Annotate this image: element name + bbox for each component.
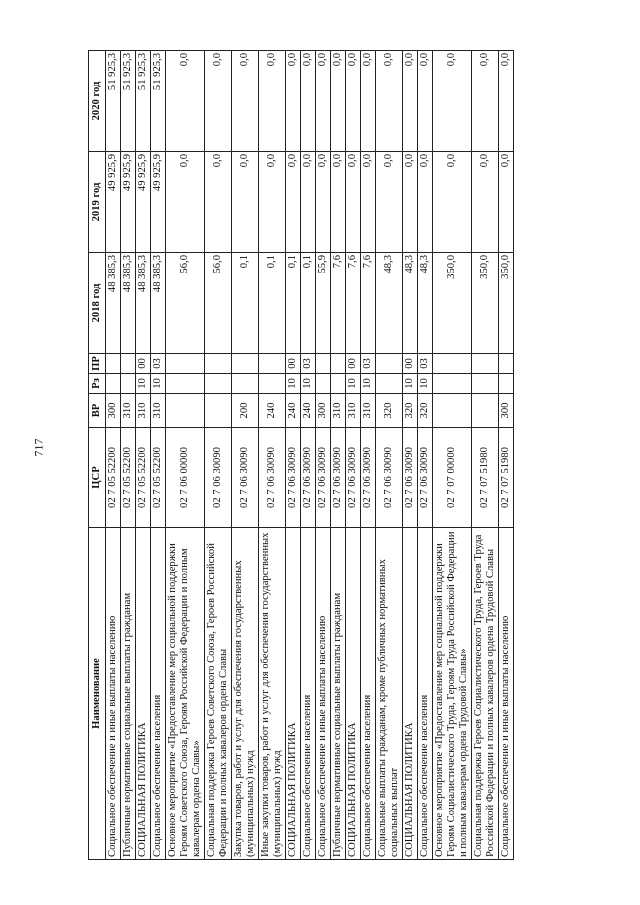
- cell-pr: 00: [403, 354, 418, 374]
- table-row: [136, 51, 151, 860]
- table-row: [331, 51, 346, 860]
- cell-y2018: 48 385,3: [136, 253, 151, 354]
- cell-csr: 02 7 07 00000: [433, 428, 472, 528]
- header-2020: 2020 год: [89, 51, 106, 152]
- cell-rz: 10: [301, 374, 316, 394]
- cell-vr: [205, 394, 232, 428]
- cell-y2019: 0,0: [301, 152, 316, 253]
- cell-vr: 300: [106, 394, 121, 428]
- cell-rz: 10: [151, 374, 166, 394]
- cell-y2018: 48 385,3: [121, 253, 136, 354]
- cell-y2020: 0,0: [205, 51, 232, 152]
- cell-pr: 00: [286, 354, 301, 374]
- cell-y2020: 0,0: [418, 51, 433, 152]
- cell-name: Основное мероприятие «Предоставление мер социальной поддержки Героям Социалистического Труда, Героям Труда Российской Федерации и полным кавалерам ордена Трудовой Славы»: [433, 528, 472, 860]
- table-row: [259, 51, 286, 860]
- cell-csr: 02 7 06 30090: [232, 428, 259, 528]
- cell-rz: [259, 374, 286, 394]
- cell-rz: 10: [418, 374, 433, 394]
- header-name: Наименование: [89, 528, 106, 860]
- table-row: [166, 51, 205, 860]
- cell-name: Основное мероприятие «Предоставление мер социальной поддержки Героям Советского Союза, Героям Российской Федерации и полным кавалерам ордена Славы»: [166, 528, 205, 860]
- cell-y2019: 49 925,9: [136, 152, 151, 253]
- cell-name: Социальные выплаты гражданам, кроме публичных нормативных социальных выплат: [376, 528, 403, 860]
- cell-pr: [433, 354, 472, 374]
- cell-vr: [166, 394, 205, 428]
- table-row: [232, 51, 259, 860]
- cell-y2020: 51 925,3: [136, 51, 151, 152]
- rotated-table-container: [88, 50, 514, 860]
- cell-y2019: 0,0: [346, 152, 361, 253]
- cell-rz: 10: [136, 374, 151, 394]
- page-number: 717: [31, 438, 46, 457]
- cell-name: СОЦИАЛЬНАЯ ПОЛИТИКА: [403, 528, 418, 860]
- cell-y2020: 0,0: [259, 51, 286, 152]
- cell-rz: [499, 374, 514, 394]
- cell-rz: [106, 374, 121, 394]
- cell-vr: 300: [499, 394, 514, 428]
- cell-y2018: 0,1: [259, 253, 286, 354]
- table-row: [286, 51, 301, 860]
- table-row: [418, 51, 433, 860]
- cell-rz: 10: [403, 374, 418, 394]
- cell-pr: [259, 354, 286, 374]
- table-row: [499, 51, 514, 860]
- cell-y2020: 0,0: [433, 51, 472, 152]
- cell-pr: [472, 354, 499, 374]
- table-row: [151, 51, 166, 860]
- table-row: [346, 51, 361, 860]
- cell-pr: 03: [418, 354, 433, 374]
- cell-y2020: 51 925,3: [151, 51, 166, 152]
- cell-csr: 02 7 06 30090: [361, 428, 376, 528]
- cell-pr: [232, 354, 259, 374]
- table-header-row: [89, 51, 106, 860]
- table-row: [376, 51, 403, 860]
- cell-name: Социальное обеспечение и иные выплаты населению: [106, 528, 121, 860]
- cell-name: Публичные нормативные социальные выплаты гражданам: [331, 528, 346, 860]
- cell-vr: 240: [301, 394, 316, 428]
- cell-y2020: 51 925,3: [121, 51, 136, 152]
- cell-y2019: 0,0: [205, 152, 232, 253]
- cell-y2019: 0,0: [403, 152, 418, 253]
- cell-vr: 200: [232, 394, 259, 428]
- table-row: [205, 51, 232, 860]
- cell-name: Социальное обеспечение и иные выплаты населению: [316, 528, 331, 860]
- cell-rz: [166, 374, 205, 394]
- cell-name: Социальное обеспечение населения: [151, 528, 166, 860]
- cell-y2018: 350,0: [472, 253, 499, 354]
- cell-rz: [205, 374, 232, 394]
- cell-name: Социальное обеспечение населения: [418, 528, 433, 860]
- cell-name: Закупка товаров, работ и услуг для обеспечения государственных (муниципальных) нужд: [232, 528, 259, 860]
- header-2018: 2018 год: [89, 253, 106, 354]
- cell-y2018: 7,6: [331, 253, 346, 354]
- budget-table: [88, 50, 514, 860]
- cell-y2020: 0,0: [286, 51, 301, 152]
- cell-rz: [121, 374, 136, 394]
- cell-y2018: 48 385,3: [151, 253, 166, 354]
- cell-rz: [316, 374, 331, 394]
- table-row: [433, 51, 472, 860]
- cell-y2018: 48,3: [403, 253, 418, 354]
- table-row: [361, 51, 376, 860]
- cell-csr: 02 7 06 30090: [301, 428, 316, 528]
- cell-pr: [106, 354, 121, 374]
- cell-y2019: 0,0: [433, 152, 472, 253]
- cell-vr: 310: [136, 394, 151, 428]
- cell-csr: 02 7 05 52200: [136, 428, 151, 528]
- cell-name: СОЦИАЛЬНАЯ ПОЛИТИКА: [346, 528, 361, 860]
- cell-csr: 02 7 07 51980: [472, 428, 499, 528]
- cell-vr: 310: [346, 394, 361, 428]
- cell-name: Социальное обеспечение и иные выплаты населению: [499, 528, 514, 860]
- cell-y2020: 0,0: [316, 51, 331, 152]
- cell-rz: [472, 374, 499, 394]
- cell-y2020: 0,0: [232, 51, 259, 152]
- cell-y2020: 0,0: [346, 51, 361, 152]
- cell-name: СОЦИАЛЬНАЯ ПОЛИТИКА: [136, 528, 151, 860]
- cell-y2018: 56,0: [166, 253, 205, 354]
- cell-y2020: 0,0: [301, 51, 316, 152]
- cell-pr: 03: [151, 354, 166, 374]
- cell-y2018: 0,1: [286, 253, 301, 354]
- cell-y2019: 0,0: [232, 152, 259, 253]
- cell-vr: [472, 394, 499, 428]
- table-row: [121, 51, 136, 860]
- cell-csr: 02 7 06 30090: [376, 428, 403, 528]
- cell-pr: [331, 354, 346, 374]
- cell-vr: [433, 394, 472, 428]
- header-pr: ПР: [89, 354, 106, 374]
- cell-y2018: 48,3: [418, 253, 433, 354]
- cell-rz: [232, 374, 259, 394]
- table-row: [403, 51, 418, 860]
- cell-y2018: 350,0: [499, 253, 514, 354]
- cell-y2019: 0,0: [376, 152, 403, 253]
- cell-csr: 02 7 06 30090: [286, 428, 301, 528]
- cell-name: Социальная поддержка Героев Социалистического Труда, Героев Труда Российской Федерации и полных кавалеров ордена Трудовой Славы: [472, 528, 499, 860]
- cell-rz: [331, 374, 346, 394]
- cell-csr: 02 7 07 51980: [499, 428, 514, 528]
- cell-pr: [166, 354, 205, 374]
- cell-y2020: 0,0: [472, 51, 499, 152]
- cell-csr: 02 7 06 00000: [166, 428, 205, 528]
- cell-y2019: 0,0: [499, 152, 514, 253]
- cell-pr: [121, 354, 136, 374]
- table-body: [106, 51, 514, 860]
- header-2019: 2019 год: [89, 152, 106, 253]
- cell-vr: 240: [259, 394, 286, 428]
- cell-y2018: 7,6: [346, 253, 361, 354]
- cell-csr: 02 7 06 30090: [316, 428, 331, 528]
- cell-csr: 02 7 05 52200: [151, 428, 166, 528]
- cell-y2019: 0,0: [418, 152, 433, 253]
- table-row: [316, 51, 331, 860]
- cell-vr: 310: [151, 394, 166, 428]
- cell-y2020: 0,0: [499, 51, 514, 152]
- cell-csr: 02 7 06 30090: [403, 428, 418, 528]
- cell-y2020: 0,0: [166, 51, 205, 152]
- cell-vr: 300: [316, 394, 331, 428]
- cell-y2018: 350,0: [433, 253, 472, 354]
- cell-pr: 03: [361, 354, 376, 374]
- cell-vr: 320: [418, 394, 433, 428]
- cell-pr: [205, 354, 232, 374]
- cell-y2018: 56,0: [205, 253, 232, 354]
- cell-y2018: 48,3: [376, 253, 403, 354]
- cell-y2019: 49 925,9: [106, 152, 121, 253]
- cell-name: Публичные нормативные социальные выплаты гражданам: [121, 528, 136, 860]
- cell-csr: 02 7 06 30090: [331, 428, 346, 528]
- cell-vr: 310: [121, 394, 136, 428]
- cell-csr: 02 7 06 30090: [418, 428, 433, 528]
- cell-pr: 00: [346, 354, 361, 374]
- cell-csr: 02 7 05 52200: [106, 428, 121, 528]
- cell-pr: [499, 354, 514, 374]
- cell-vr: 320: [403, 394, 418, 428]
- cell-rz: 10: [361, 374, 376, 394]
- cell-y2019: 0,0: [361, 152, 376, 253]
- cell-y2020: 0,0: [361, 51, 376, 152]
- cell-y2019: 0,0: [286, 152, 301, 253]
- cell-rz: 10: [286, 374, 301, 394]
- cell-y2019: 0,0: [316, 152, 331, 253]
- cell-y2019: 0,0: [259, 152, 286, 253]
- header-vr: ВР: [89, 394, 106, 428]
- cell-y2020: 0,0: [331, 51, 346, 152]
- table-row: [472, 51, 499, 860]
- cell-csr: 02 7 06 30090: [346, 428, 361, 528]
- cell-y2020: 0,0: [403, 51, 418, 152]
- cell-vr: 310: [331, 394, 346, 428]
- table-row: [106, 51, 121, 860]
- cell-y2019: 0,0: [472, 152, 499, 253]
- cell-vr: 240: [286, 394, 301, 428]
- cell-name: Социальная поддержка Героев Советского Союза, Героев Российской Федерации и полных кавалеров ордена Славы: [205, 528, 232, 860]
- cell-y2020: 0,0: [376, 51, 403, 152]
- cell-pr: 00: [136, 354, 151, 374]
- cell-y2018: 7,6: [361, 253, 376, 354]
- cell-csr: 02 7 06 30090: [205, 428, 232, 528]
- cell-name: Социальное обеспечение населения: [301, 528, 316, 860]
- cell-pr: 03: [301, 354, 316, 374]
- cell-rz: 10: [346, 374, 361, 394]
- cell-name: Социальное обеспечение населения: [361, 528, 376, 860]
- cell-rz: [376, 374, 403, 394]
- header-csr: ЦСР: [89, 428, 106, 528]
- cell-y2019: 49 925,9: [151, 152, 166, 253]
- cell-y2019: 49 925,9: [121, 152, 136, 253]
- cell-vr: 310: [361, 394, 376, 428]
- cell-y2018: 0,1: [301, 253, 316, 354]
- cell-y2018: 0,1: [232, 253, 259, 354]
- cell-pr: [376, 354, 403, 374]
- cell-pr: [316, 354, 331, 374]
- cell-y2019: 0,0: [166, 152, 205, 253]
- table-row: [301, 51, 316, 860]
- cell-csr: 02 7 06 30090: [259, 428, 286, 528]
- cell-name: СОЦИАЛЬНАЯ ПОЛИТИКА: [286, 528, 301, 860]
- header-rz: Рз: [89, 374, 106, 394]
- cell-y2020: 51 925,3: [106, 51, 121, 152]
- cell-rz: [433, 374, 472, 394]
- cell-y2018: 48 385,3: [106, 253, 121, 354]
- cell-vr: 320: [376, 394, 403, 428]
- cell-name: Иные закупки товаров, работ и услуг для обеспечения государственных (муниципальных) нужд: [259, 528, 286, 860]
- cell-y2019: 0,0: [331, 152, 346, 253]
- cell-csr: 02 7 05 52200: [121, 428, 136, 528]
- cell-y2018: 55,9: [316, 253, 331, 354]
